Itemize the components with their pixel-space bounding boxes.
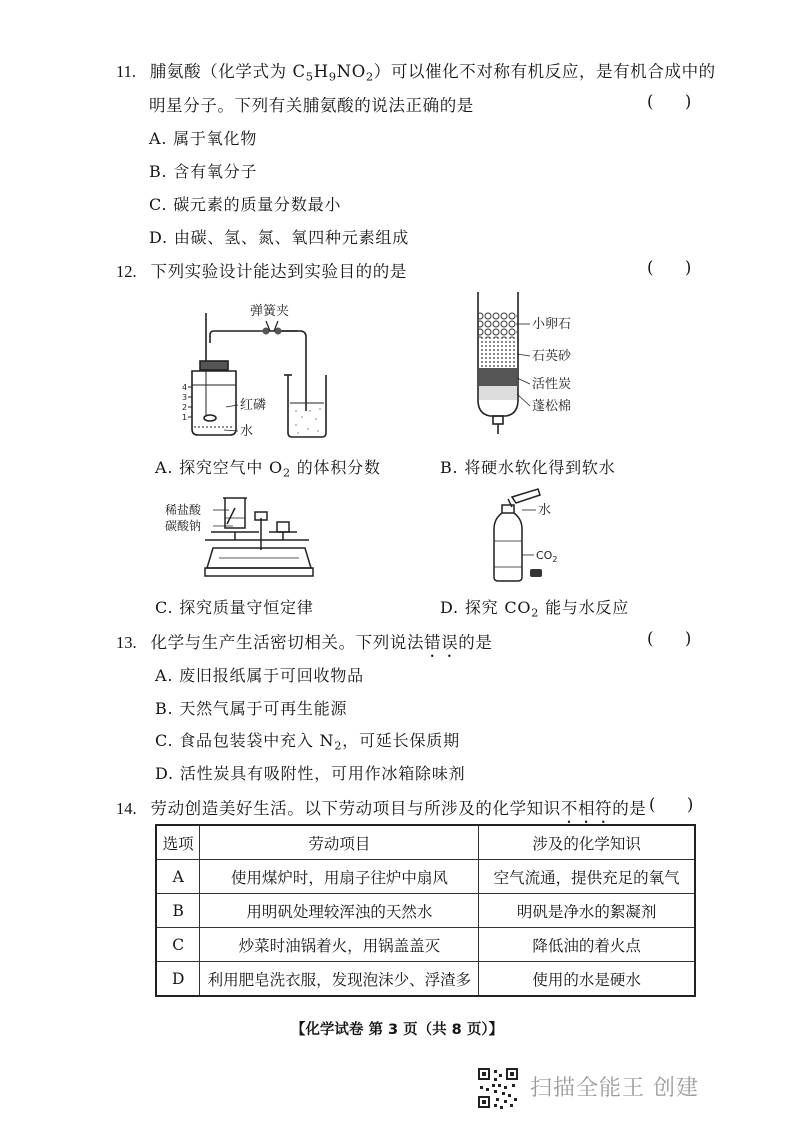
row-d-task: 利用肥皂洗衣服，发现泡沫少、浮渣多 [200,962,479,997]
q12-option-d: D. 探究 $CO_2$ 能与水反应 [440,598,630,620]
q11-stem-line2: 明星分子。下列有关脯氨酸的说法正确的是 [149,96,474,115]
figure-b-filter [460,288,600,448]
fig-b-layer-pebbles: 小卵石 [532,317,572,332]
row-a-task: 使用煤炉时，用扇子往炉中扇风 [200,860,479,894]
q13-stem: 13. 化学与生产生活密切相关。下列说法错误的是 [116,633,493,652]
header-knowledge: 涉及的化学知识 [479,825,695,860]
fig-a-clip-label: 弹簧夹 [250,304,290,319]
row-d-option: D [156,962,200,997]
fig-b-layer-sand: 石英砂 [532,349,572,364]
q13-option-a: A. 废旧报纸属于可回收物品 [155,666,364,685]
q14-table-header [156,825,695,860]
header-task: 劳动项目 [200,825,479,860]
table-row [156,962,695,997]
q13-answer-paren: ( ) [647,629,692,648]
q14-answer-paren: ( ) [649,795,694,814]
fig-d-co2-label: $CO_2$ [536,549,558,564]
fig-a-scale-3: 3 [182,393,188,402]
fig-a-phosphorus-label: 红磷 [240,398,267,413]
q11-option-a: A. 属于氧化物 [149,129,258,148]
fig-a-scale-4: 4 [182,383,188,392]
row-c-option: C [156,928,200,962]
table-row [156,894,695,928]
q14-emphasis: 不相符 [560,799,613,818]
q12-option-a: A. 探究空气中 $O_2$ 的体积分数 [155,458,381,480]
figure-d-bottle [480,485,590,585]
table-row [156,860,695,894]
header-option: 选项 [156,825,200,860]
fig-d-water-label: 水 [538,503,552,518]
q11-stem-line1: 11. 脯氨酸（化学式为 $C_5H_9NO_2$）可以催化不对称有机反应，是有机合成中的 [116,62,716,84]
row-b-task: 用明矾处理较浑浊的天然水 [200,894,479,928]
row-b-knowledge: 明矾是净水的絮凝剂 [479,894,695,928]
row-c-knowledge: 降低油的着火点 [479,928,695,962]
row-a-knowledge: 空气流通，提供充足的氧气 [479,860,695,894]
q11-option-d: D. 由碳、氢、氮、氧四种元素组成 [149,228,410,247]
row-d-knowledge: 使用的水是硬水 [479,962,695,997]
q13-option-c: C. 食品包装袋中充入 $N_2$，可延长保质期 [155,731,460,753]
qr-code-icon [476,1066,520,1110]
q13-emphasis: 错误 [424,633,459,652]
row-c-task: 炒菜时油锅着火，用锅盖盖灭 [200,928,479,962]
q11-answer-paren: ( ) [647,92,692,111]
fig-b-layer-cotton: 蓬松棉 [532,399,572,414]
table-row [156,928,695,962]
fig-b-layer-carbon: 活性炭 [532,377,572,392]
figure-a-apparatus [170,295,370,445]
q12-option-b: B. 将硬水软化得到软水 [440,458,616,477]
row-b-option: B [156,894,200,928]
fig-a-scale-1: 1 [182,413,188,422]
fig-a-scale-2: 2 [182,403,188,412]
row-a-option: A [156,860,200,894]
fig-c-acid-label: 稀盐酸 [165,503,202,517]
scanner-watermark: 扫描全能王 创建 [530,1076,699,1101]
page-footer: 【化学试卷 第 3 页（共 8 页）】 [290,1022,504,1038]
q12-answer-paren: ( ) [647,258,692,277]
q14-stem: 14. 劳动创造美好生活。以下劳动项目与所涉及的化学知识不相符的是 [116,799,647,818]
q11-option-b: B. 含有氧分子 [149,162,258,181]
fig-c-carbonate-label: 碳酸钠 [165,519,202,533]
figure-c-balance [165,490,315,590]
q14-table [155,824,696,997]
q13-option-b: B. 天然气属于可再生能源 [155,699,348,718]
q12-option-c: C. 探究质量守恒定律 [155,598,314,617]
q12-stem: 12. 下列实验设计能达到实验目的的是 [116,262,407,281]
q11-option-c: C. 碳元素的质量分数最小 [149,195,342,214]
fig-a-water-label: 水 [240,424,254,439]
q13-option-d: D. 活性炭具有吸附性，可用作冰箱除味剂 [155,764,466,783]
